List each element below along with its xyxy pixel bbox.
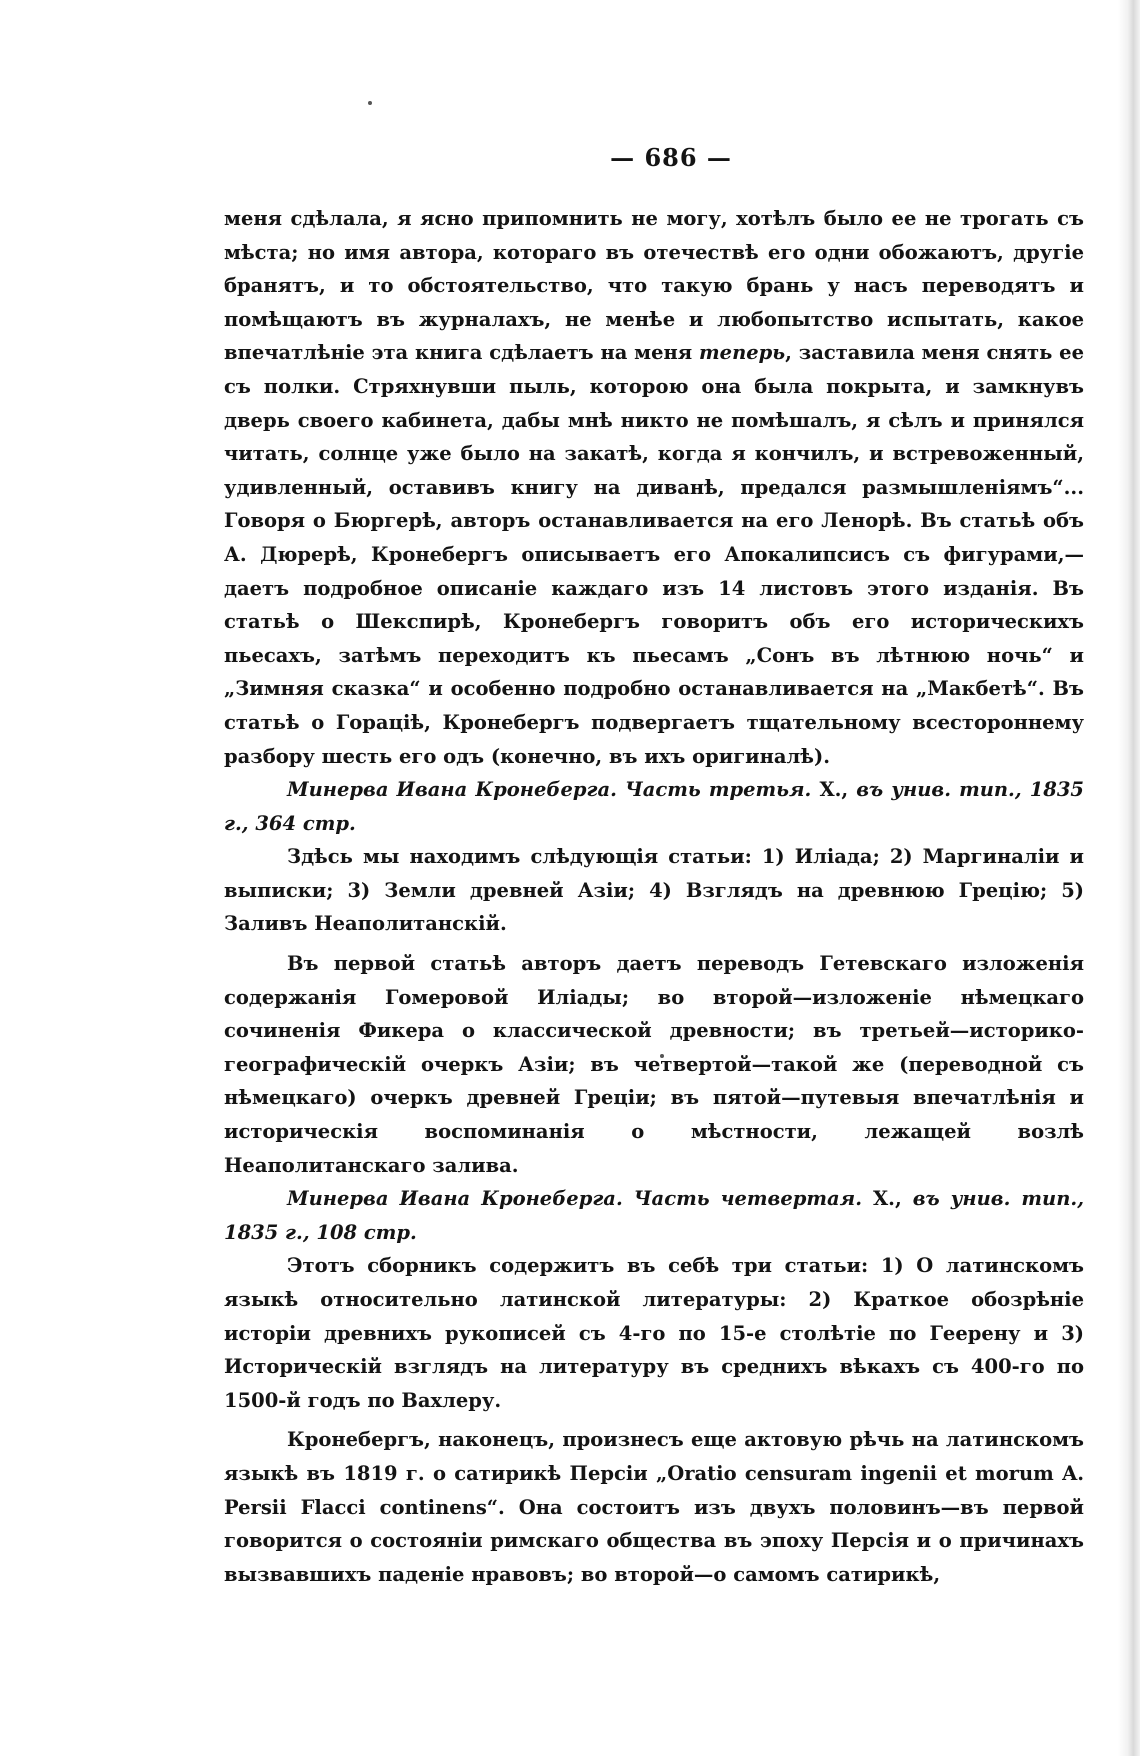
paragraph-2: Здѣсь мы находимъ слѣдующія статьи: 1) Иліада; 2) Маргиналіи и выписки; 3) Земли древней Азіи; 4) Взглядъ на древнюю Грецію; 5) Заливъ Неаполитанскій. [224, 845, 1084, 936]
paragraph-1-text-a: меня сдѣлала, я ясно припомнить не могу, хотѣлъ было ее не трогать съ мѣста; но имя автора, котораго въ отечествѣ его одни обожаютъ, другіе бранятъ, и то обстоятельство, что такую брань у насъ переводятъ и помѣщаютъ въ журналахъ, не менѣе и любопытство испытать, какое впечатлѣніе эта книга сдѣлаетъ на меня [224, 207, 1084, 365]
paragraph-1-emphasis: теперь [699, 341, 786, 365]
paragraph-5: Кронебергъ, наконецъ, произнесъ еще актовую рѣчь на латинскомъ языкѣ въ 1819 г. о сатирикѣ Персіи „Oratio censuram ingenii et morum A. Persii Flacci continens“. Она состоитъ изъ двухъ половинъ—въ первой говорится о состояніи римскаго общества въ эпоху Персія и о причинахъ вызвавшихъ паденіе нравовъ; во второй—о самомъ сатирикѣ, [224, 1428, 1084, 1586]
paragraph-3: Въ первой статьѣ авторъ даетъ переводъ Гетевскаго изложенія содержанія Гомеровой Иліады; во второй—изложеніе нѣмецкаго сочиненія Фикера о классической древности; въ третьей—историко-географическій очеркъ Азіи; въ четвертой—такой же (переводной съ нѣмецкаго) очеркъ древней Греціи; въ пятой—путевыя впечатлѣнія и историческія воспоминанія о мѣстности, лежащей возлѣ Неаполитанскаго залива. [224, 952, 1084, 1177]
citation-1-title: Минерва Ивана Кронеберга. Часть третья. [287, 778, 812, 802]
page-number: — 686 — [610, 143, 732, 172]
book-page [224, 140, 1084, 1591]
paragraph-1-text-b: , заставила меня снять ее съ полки. Стряхнувши пыль, которою она была покрыта, и замкнувъ дверь своего кабинета, дабы мнѣ никто не помѣшалъ, я сѣлъ и принялся читать, солнце уже было на закатѣ, когда я кончилъ, и встревоженный, удивленный, оставивъ книгу на диванѣ, предался размышленіямъ“... Говоря о Бюргерѣ, авторъ останавливается на его Ленорѣ. Въ статьѣ объ А. Дюрерѣ, Кронебергъ описываетъ его Апокалипсисъ съ фигурами,—даетъ подробное описаніе каждаго изъ 14 листовъ этого изданія. Въ статьѣ о Шекспирѣ, Кронебергъ говоритъ объ его историческихъ пьесахъ, затѣмъ переходитъ къ пьесамъ „Сонъ въ лѣтнюю ночь“ и „Зимняя сказка“ и особенно подробно останавливается на „Макбетѣ“. Въ статьѣ о Гораціѣ, Кронебергъ подвергаетъ тщательному всестороннему разбору шесть его одъ (конечно, въ ихъ оригиналѣ). [224, 341, 1084, 768]
citation-2-imprint: въ унив. тип., 1835 г., 108 стр. [224, 1187, 1084, 1244]
paragraph-1 [224, 202, 1084, 773]
scan-speck [368, 101, 372, 105]
citation-1-volume: X., [811, 778, 857, 802]
citation-1 [224, 773, 1084, 840]
paragraph-4: Этотъ сборникъ содержитъ въ себѣ три статьи: 1) О латинскомъ языкѣ относительно латинской литературы: 2) Краткое обозрѣніе исторіи древнихъ рукописей съ 4-го по 15-е столѣтіе по Геерену и 3) Историческій взглядъ на литературу въ среднихъ вѣкахъ съ 400-го по 1500-й годъ по Вахлеру. [224, 1254, 1084, 1412]
citation-2-volume: X., [862, 1187, 913, 1211]
citation-1-imprint: въ унив. тип., 1835 г., 364 стр. [224, 778, 1084, 835]
scan-edge-shadow [1118, 0, 1140, 1756]
citation-2-title: Минерва Ивана Кронеберга. Часть четвертая. [287, 1187, 862, 1211]
citation-2 [224, 1182, 1084, 1249]
